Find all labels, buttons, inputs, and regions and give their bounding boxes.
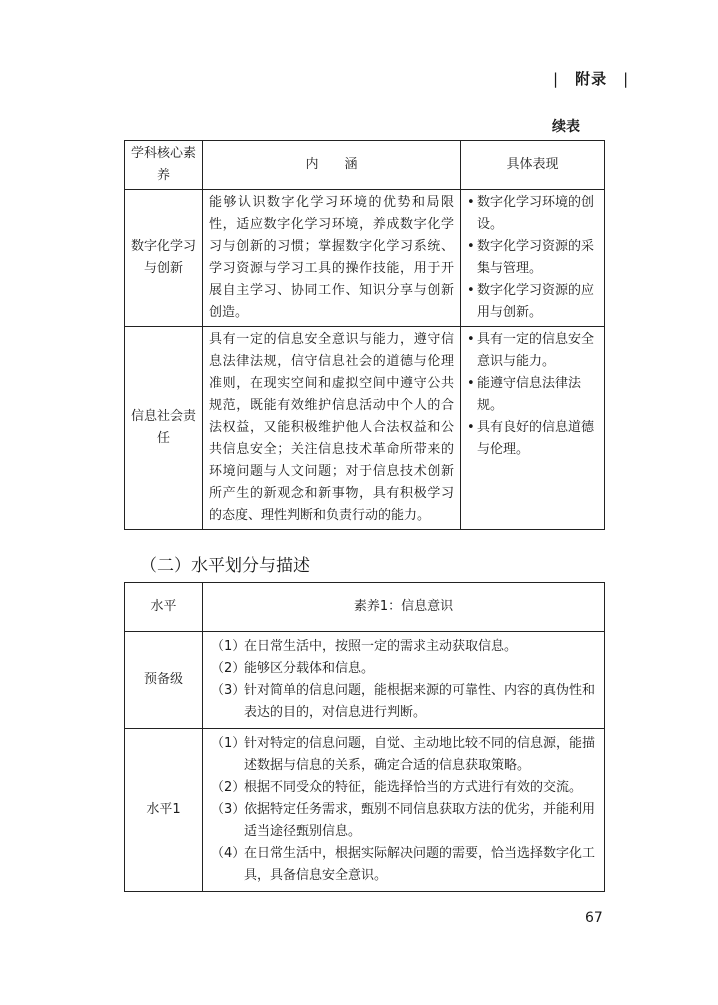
list-item: （2） 根据不同受众的特征，能选择恰当的方式进行有效的交流。 (211, 780, 583, 795)
header-cell-manifestation: 具体表现 (461, 141, 605, 190)
competency-content: 具有一定的信息安全意识与能力，遵守信息法律法规，信守信息社会的道德与伦理准则，在现实空间和虚拟空间中遵守公共规范，既能有效维护信息活动中个人的合法权益，又能积极维护他人合法权益和公共信息安全；关注信息技术革命所带来的环境问题与人文问题；对于信息技术创新所产生的新观念和新事物，具有积极学习的态度、理性判断和负责行动的能力。 (203, 327, 461, 530)
list-item: （1） 针对特定的信息问题，自觉、主动地比较不同的信息源，能描述数据与信息的关系，确定合适的信息获取策略。 (211, 736, 596, 773)
list-item: • 具有一定的信息安全意识与能力。 (467, 329, 598, 373)
list-item: （3） 依据特定任务需求，甄别不同信息获取方法的优劣，并能利用适当途径甄别信息。 (211, 802, 596, 839)
header-label: 附录 (575, 70, 608, 88)
level-description (203, 729, 605, 892)
bullet-icon: • (467, 376, 475, 391)
list-item: （4） 在日常生活中，根据实际解决问题的需要，恰当选择数字化工具，具备信息安全意识。 (211, 846, 596, 883)
table-row (125, 327, 605, 530)
level-table (124, 582, 605, 892)
list-item: （1） 在日常生活中，按照一定的需求主动获取信息。 (211, 639, 518, 654)
header-cell-competency: 学科核心素养 (125, 141, 203, 190)
list-item: • 数字化学习资源的应用与创新。 (467, 280, 598, 324)
competency-name: 数字化学习与创新 (125, 190, 203, 327)
manifestation-list (461, 327, 605, 530)
table-header-row (125, 141, 605, 190)
bullet-icon: • (467, 195, 475, 210)
table-row (125, 190, 605, 327)
competency-table (124, 140, 605, 530)
bullet-icon: • (467, 239, 475, 254)
list-item: • 数字化学习环境的创设。 (467, 192, 598, 236)
competency-content: 能够认识数字化学习环境的优势和局限性，适应数字化学习环境，养成数字化学习与创新的习惯；掌握数字化学习系统、学习资源与学习工具的操作技能，用于开展自主学习、协同工作、知识分享与创新创造。 (203, 190, 461, 327)
header-cell-level: 水平 (125, 583, 203, 632)
bullet-icon: • (467, 420, 475, 435)
table-row (125, 632, 605, 729)
bullet-icon: • (467, 283, 475, 298)
bullet-icon: • (467, 332, 475, 347)
section-title: （二）水平划分与描述 (140, 556, 310, 576)
list-item: （3） 针对简单的信息问题，能根据来源的可靠性、内容的真伪性和表达的目的，对信息进行判断。 (211, 683, 596, 720)
header-cell-connotation: 内 涵 (203, 141, 461, 190)
level-name: 预备级 (125, 632, 203, 729)
list-item: • 具有良好的信息道德与伦理。 (467, 417, 598, 461)
list-item: （2） 能够区分载体和信息。 (211, 661, 375, 676)
page-number: 67 (585, 910, 603, 926)
table-header-row (125, 583, 605, 632)
level-description (203, 632, 605, 729)
list-item: • 能遵守信息法律法规。 (467, 373, 598, 417)
header-cell-literacy: 素养1：信息意识 (203, 583, 605, 632)
competency-name: 信息社会责任 (125, 327, 203, 530)
list-item: • 数字化学习资源的采集与管理。 (467, 236, 598, 280)
continued-label: 续表 (552, 119, 580, 135)
manifestation-list (461, 190, 605, 327)
level-name: 水平1 (125, 729, 203, 892)
running-header: | 附录 | (553, 70, 630, 88)
table-row (125, 729, 605, 892)
